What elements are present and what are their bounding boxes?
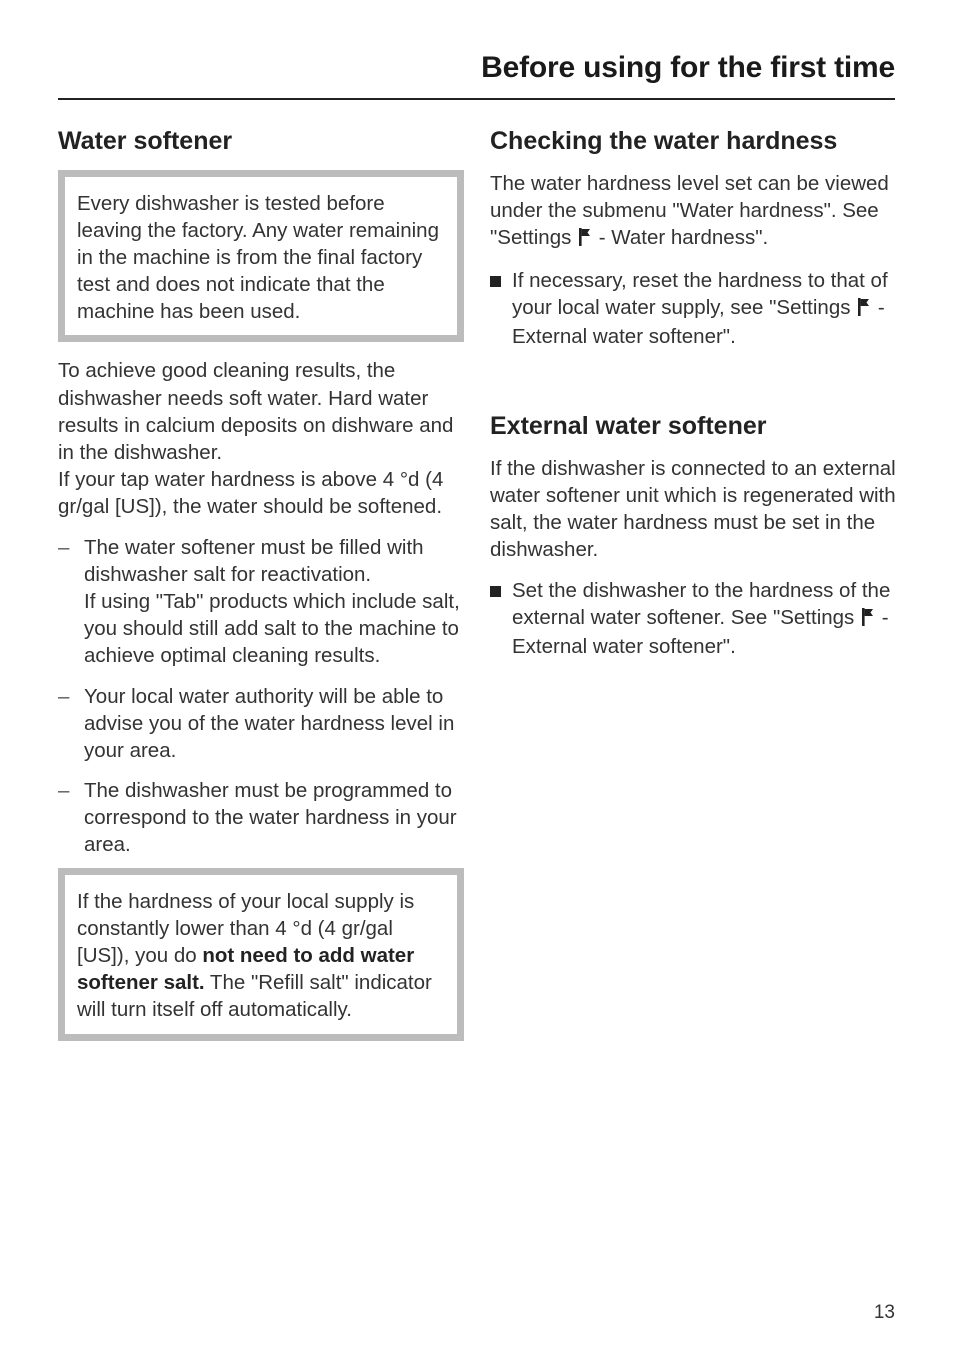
- list-item-text: [512, 577, 900, 660]
- settings-flag-icon: [858, 296, 870, 323]
- list-item: [490, 577, 900, 660]
- list-item-text: Your local water authority will be able to advise you of the water hardness level in your area.: [84, 684, 455, 762]
- external-softener-text: If the dishwasher is connected to an external water softener unit which is regenerated with salt, the water hardness must be set in the dishwasher.: [490, 456, 896, 561]
- dash-marker: –: [58, 684, 70, 708]
- checking-hardness-heading: Checking the water hardness: [490, 127, 838, 155]
- external-softener-heading: External water softener: [490, 411, 767, 440]
- dash-marker: –: [58, 536, 70, 560]
- bullet-text-end: - External water softener".: [512, 296, 885, 349]
- low-hardness-note: [58, 868, 464, 1040]
- hardness-threshold-text: If your tap water hardness is above 4 °d (4 gr/gal [US]), the water should be softened.: [58, 467, 444, 518]
- soft-water-text: To achieve good cleaning results, the dishwasher needs soft water. Hard water results in calcium deposits on dishware and in the dishwasher.: [58, 359, 454, 464]
- soft-water-paragraph: [58, 357, 464, 520]
- page-title: Before using for the first time: [481, 51, 895, 84]
- bullet-text-end: - External water softener".: [512, 606, 889, 659]
- water-softener-list: [58, 534, 464, 858]
- settings-flag-icon: [862, 606, 874, 633]
- note-text-start: If the hardness of your local supply is constantly lower than 4 °d (4 gr/gal [US]), you do: [77, 890, 415, 968]
- list-item-text: The dishwasher must be programmed to correspond to the water hardness in your area.: [84, 778, 457, 856]
- page-number: 13: [873, 1302, 895, 1323]
- title-divider: [58, 98, 895, 100]
- list-item-text: The water softener must be filled with dishwasher salt for reactivation.: [84, 536, 424, 587]
- list-item: [490, 267, 900, 350]
- external-softener-section: [490, 409, 900, 661]
- low-hardness-note-text: [77, 888, 449, 1023]
- list-item: [58, 777, 464, 858]
- note-bold-text: not need to add water softener salt.: [77, 944, 415, 995]
- left-column: [58, 124, 464, 1041]
- water-softener-heading: Water softener: [58, 127, 233, 155]
- list-item-text: If using "Tab" products which include salt, you should still add salt to the machine to achieve optimal cleaning results.: [84, 590, 460, 668]
- square-bullet-icon: [490, 586, 501, 597]
- factory-test-note: [58, 170, 464, 342]
- dash-marker: –: [58, 778, 70, 802]
- note-text-end: The "Refill salt" indicator will turn itself off automatically.: [77, 971, 432, 1022]
- list-item-text: [512, 267, 900, 350]
- list-item: [58, 534, 464, 669]
- right-column: [490, 124, 900, 660]
- list-item: [58, 683, 464, 764]
- bullet-text-start: If necessary, reset the hardness to that of your local water supply, see "Settings: [512, 269, 888, 320]
- para-text-end: - Water hardness".: [593, 226, 769, 250]
- bullet-text-start: Set the dishwasher to the hardness of the external water softener. See "Settings: [512, 578, 891, 630]
- para-text-start: The water hardness level set can be viewed under the submenu "Water hardness". See "Settings: [490, 172, 889, 250]
- settings-flag-icon: [579, 226, 591, 253]
- checking-hardness-text: [490, 170, 900, 253]
- factory-test-note-text: Every dishwasher is tested before leaving the factory. Any water remaining in the machine is from the final factory test and does not indicate that the machine has been used.: [77, 192, 439, 324]
- square-bullet-icon: [490, 276, 501, 287]
